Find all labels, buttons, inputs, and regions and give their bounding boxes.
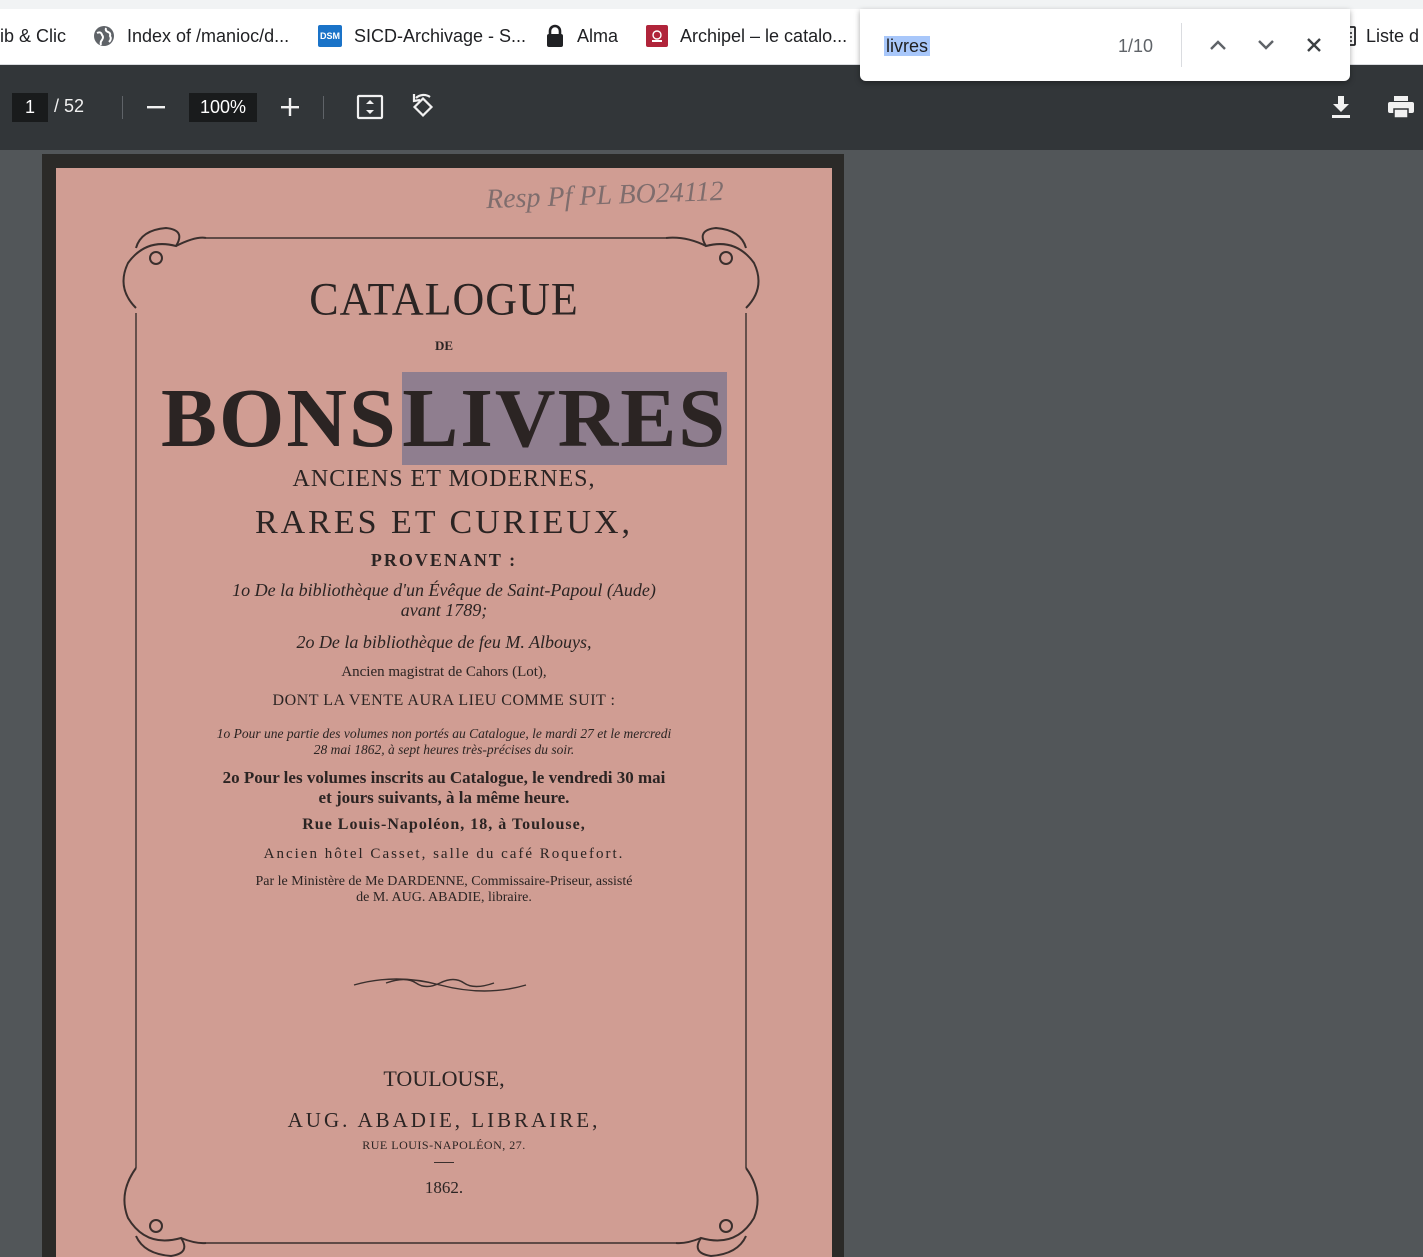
bookmark-archipel[interactable] bbox=[646, 22, 847, 50]
zoom-out-button[interactable] bbox=[138, 89, 174, 125]
bookmark-sicd-archivage[interactable] bbox=[318, 22, 526, 50]
page-total: / 52 bbox=[54, 96, 85, 116]
bookmark-ib-clic[interactable] bbox=[0, 22, 66, 50]
print-button[interactable] bbox=[1383, 89, 1419, 125]
plus-icon bbox=[280, 97, 300, 117]
line-toulouse: TOULOUSE, bbox=[383, 1066, 505, 1091]
pdf-page bbox=[56, 168, 832, 1257]
sale-1: 1o Pour une partie des volumes non portés au Catalogue, le mardi 27 et le mercredi bbox=[216, 726, 672, 741]
bookmark-label: Alma bbox=[577, 25, 619, 46]
find-query-text: livres bbox=[886, 36, 929, 56]
line-hotel: Ancien hôtel Casset, salle du café Roquefort. bbox=[263, 846, 625, 862]
bookmark-label: ib & Clic bbox=[0, 25, 67, 46]
find-divider bbox=[1181, 23, 1182, 67]
globe-icon bbox=[93, 25, 115, 47]
title-bons-livres bbox=[56, 370, 832, 467]
zoom-level-value: 100% bbox=[199, 97, 247, 117]
find-bar bbox=[860, 9, 1350, 81]
line-ministere: Par le Ministère de Me DARDENNE, Commissaire-Priseur, assisté bbox=[255, 874, 633, 889]
line-provenant: PROVENANT : bbox=[370, 550, 518, 570]
close-icon bbox=[1306, 37, 1322, 53]
line-rue: Rue Louis-Napoléon, 18, à Toulouse, bbox=[302, 816, 586, 833]
find-input[interactable] bbox=[884, 33, 930, 59]
zoom-in-button[interactable] bbox=[272, 89, 308, 125]
line-publisher: AUG. ABADIE, LIBRAIRE, bbox=[287, 1108, 601, 1132]
zoom-level-field[interactable] bbox=[189, 93, 257, 122]
line-year: 1862. bbox=[424, 1178, 464, 1197]
print-icon bbox=[1387, 95, 1415, 119]
title-de: DE bbox=[434, 338, 454, 353]
title-bons: BONS bbox=[161, 372, 398, 465]
line-anciens: ANCIENS ET MODERNES, bbox=[292, 466, 596, 492]
tab-strip-edge bbox=[0, 0, 1423, 9]
sale-1-date: 28 mai 1862, à sept heures très-précises du soir. bbox=[313, 742, 575, 757]
toolbar-divider bbox=[323, 96, 324, 119]
rotate-icon bbox=[408, 92, 438, 122]
rotate-button[interactable] bbox=[405, 89, 441, 125]
handwritten-shelfmark: Resp Pf PL BO24112 bbox=[485, 175, 725, 216]
ornamental-frame bbox=[56, 168, 832, 1257]
search-highlight-livres: LIVRES bbox=[402, 372, 727, 465]
dsm-logo-text: DSM bbox=[320, 31, 340, 41]
lock-icon bbox=[545, 24, 565, 48]
page-number-input[interactable] bbox=[12, 93, 48, 122]
sale-2: 2o Pour les volumes inscrits au Catalogue, le vendredi 30 mai bbox=[222, 768, 666, 787]
line-vente: DONT LA VENTE AURA LIEU COMME SUIT : bbox=[272, 692, 616, 709]
line-ministere-2: de M. AUG. ABADIE, libraire. bbox=[356, 890, 532, 905]
minus-icon bbox=[146, 97, 166, 117]
toolbar-divider bbox=[122, 96, 123, 119]
pdf-viewport[interactable] bbox=[42, 154, 844, 1257]
provenance-2-detail: Ancien magistrat de Cahors (Lot), bbox=[341, 664, 547, 680]
bookmark-label: SICD-Archivage - S... bbox=[354, 25, 527, 46]
center-vignette bbox=[354, 979, 526, 991]
line-rares: RARES ET CURIEUX, bbox=[254, 504, 634, 541]
find-previous-button[interactable] bbox=[1201, 28, 1235, 62]
provenance-1-date: avant 1789; bbox=[400, 600, 488, 620]
sale-2-date: et jours suivants, à la même heure. bbox=[318, 788, 570, 807]
bookmark-label: Archipel – le catalo... bbox=[680, 25, 848, 46]
title-catalogue: CATALOGUE bbox=[309, 273, 579, 326]
download-icon bbox=[1330, 94, 1352, 120]
bookmark-liste[interactable] bbox=[1340, 22, 1419, 50]
dsm-logo-icon bbox=[318, 25, 342, 47]
bookmark-label: Liste d bbox=[1366, 25, 1420, 46]
bookmark-label: Index of /manioc/d... bbox=[127, 25, 290, 46]
download-button[interactable] bbox=[1323, 89, 1359, 125]
fit-to-page-button[interactable] bbox=[352, 89, 388, 125]
small-rule bbox=[434, 1162, 454, 1163]
chevron-up-icon bbox=[1209, 39, 1227, 51]
find-next-button[interactable] bbox=[1249, 28, 1283, 62]
fit-page-icon bbox=[356, 94, 384, 120]
archipel-logo-icon bbox=[646, 25, 668, 47]
provenance-2: 2o De la bibliothèque de feu M. Albouys, bbox=[296, 632, 592, 652]
find-match-count: 1/10 bbox=[1118, 36, 1154, 56]
bookmark-index-manioc[interactable] bbox=[93, 22, 289, 50]
line-address: RUE LOUIS-NAPOLÉON, 27. bbox=[362, 1138, 526, 1152]
bookmark-alma[interactable] bbox=[545, 22, 618, 50]
chevron-down-icon bbox=[1257, 39, 1275, 51]
find-close-button[interactable] bbox=[1297, 28, 1331, 62]
provenance-1: 1o De la bibliothèque d'un Évêque de Saint-Papoul (Aude) bbox=[232, 580, 656, 600]
